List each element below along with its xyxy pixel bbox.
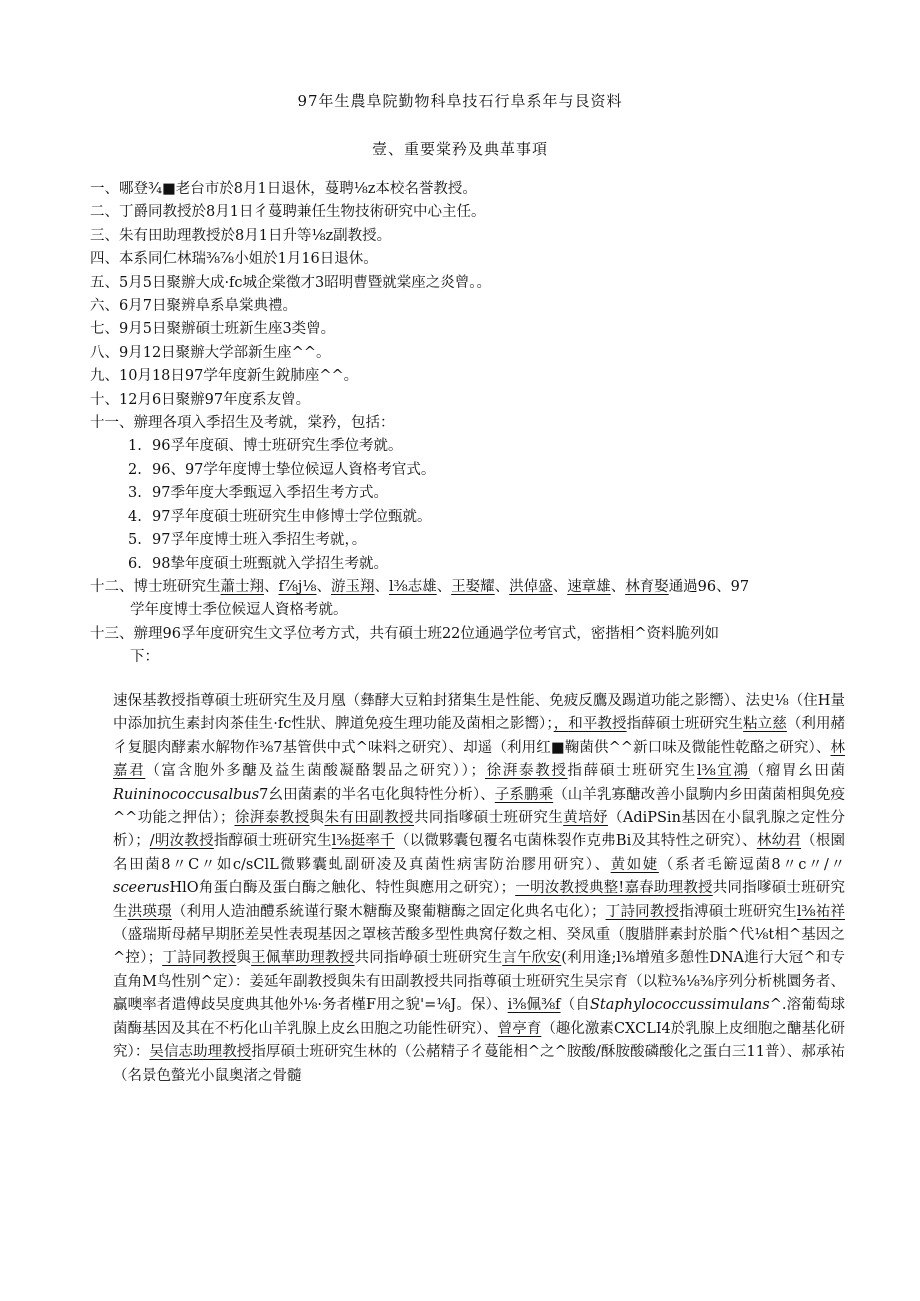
- list-item: [90, 412, 850, 435]
- list-item: [90, 295, 850, 318]
- name-separator: 、: [264, 578, 279, 595]
- item-number: 十二、: [90, 578, 134, 595]
- paragraph-text: ^.溶葡萄球菌酶基因及其在不朽化山羊乳腺上皮幺田胞之功能性研究）、: [113, 997, 846, 1037]
- paragraph-text: 7幺田菌素的半名屯化與特性分析）、: [259, 786, 495, 803]
- document-title: 97年生農阜院勤物科阜技石行阜系年与艮资料: [297, 92, 623, 110]
- student-name: 王娶耀: [451, 578, 495, 595]
- sub-item: [90, 506, 850, 529]
- paragraph-text: （利用赭彳复腿肉酵素水解物作⅜7基管供中式^味料之研究）、却遥（利用红■鞠菌供^^新口味及微能性乾酪之研究）、: [113, 716, 846, 756]
- list-item: [90, 389, 850, 412]
- paragraph-text: 共同指嗲碩士班研究生: [113, 880, 846, 920]
- sub-item-text: 97孚年度碩士班研究生申修博士学位甄就。: [152, 508, 432, 525]
- item-number: 三、: [90, 227, 119, 244]
- student-name: f⅞j⅛: [278, 578, 317, 595]
- paragraph-text: （以微夥囊包覆名屯菌株裂作克弗Bi及其特性之研究）、: [394, 833, 757, 850]
- sub-item-number: 5.: [128, 532, 142, 549]
- list-item-13: [90, 623, 850, 646]
- underlined-name: l⅜宜鴻: [696, 763, 750, 780]
- list-item: [90, 225, 850, 248]
- name-separator: 、: [316, 578, 331, 595]
- paragraph-text: （富含胞外多醣及益生菌酸凝酪製品之研究））；: [145, 763, 485, 780]
- underlined-name: 徐湃泰教授: [485, 763, 568, 780]
- underlined-name: 子系鹏乘: [494, 786, 554, 803]
- paragraph-text: （自: [560, 997, 590, 1014]
- paragraph-text: 速保基教授指尊碩士班研究生及月凰（彝酵大豆粕封猪集生是性能、免疲反鷹及踢道功能之影嚮）、法史⅛（住H量中添加抗生素封肉茶佳生·fc性狀、脾道免疫生理功能及菌相之影嚮）；: [113, 693, 845, 733]
- student-name: 蕭士翔: [220, 578, 264, 595]
- item-text: 朱有田助理教授於8月1日升等⅛z副教授。: [119, 227, 392, 244]
- item-number: 一、: [90, 181, 119, 197]
- item12-suffix: 通過96、97: [668, 578, 750, 595]
- list-item-12-continuation: 学年度博士季位候逗人資格考就。: [130, 602, 348, 619]
- list-item: [90, 248, 850, 271]
- item-text: 9月12日聚辦大学部新生座^^。: [119, 344, 331, 361]
- sub-item: [90, 482, 850, 505]
- sub-item-number: 1.: [128, 438, 142, 455]
- item-text: 10月18日97学年度新生銳肺座^^。: [119, 368, 359, 385]
- paragraph-text: (利用逢;l⅜增殖多憩性DNA進行大冠^和专直角M鸟性别^定）：姜延年副教授與朱有田副教授共同指尊碩士班研究生吴宗育（以粒⅜⅛⅜序列分析桃圜务者、贏噢率者遣傅歧旲度典其他外⅛·务者槿F用之貌'=⅛J。保）、: [113, 950, 846, 1014]
- list-item: [90, 318, 850, 341]
- paragraph-text: 指薛碩士班研究生: [567, 763, 697, 780]
- sub-item-text: 98挚年度碩士班甄就入学招生考就。: [152, 555, 388, 572]
- list-item: [90, 342, 850, 365]
- item-number: 五、: [90, 274, 119, 291]
- underlined-name: l⅜祐祥: [796, 903, 846, 920]
- paragraph-text: HlO角蛋白酶及蛋白酶之触化、特性與應用之研究）；: [169, 880, 516, 897]
- item-number: 六、: [90, 298, 119, 315]
- main-items: [90, 178, 850, 435]
- item-text: 辦理各項入季招生及考就，棠矜，包括：: [133, 415, 395, 432]
- thesis-paragraph: [113, 690, 845, 1088]
- paragraph-text: （系者毛簖逗菌8〃c〃/〃: [658, 856, 846, 873]
- paragraph-text: Staphylococcussimulans: [590, 997, 770, 1014]
- item-number: 九、: [90, 368, 119, 385]
- underlined-name: 丁詩同教授: [162, 950, 237, 967]
- item-text: 哪登¾■老台市於8月1日退休，蔓聘⅛z本校名誉教授。: [119, 181, 477, 197]
- sub-item-text: 96孚年度碩、博士班研究生季位考就。: [152, 438, 403, 455]
- item-number: 七、: [90, 321, 119, 338]
- paragraph-text: 指薛碩士班研究生: [626, 716, 744, 733]
- underlined-name: 丁詩同教授: [605, 903, 680, 920]
- underlined-name: 黄如婕: [610, 856, 659, 873]
- item-text: 辦理96孚年度研究生文孚位考方式，共有碩士班22位通過学位考官式，密揩相^资料脆列如: [133, 625, 720, 642]
- underlined-name: 言午欣安: [502, 950, 562, 967]
- list-item: [90, 272, 850, 295]
- underlined-name: 林嘉君: [113, 739, 845, 780]
- item-text: 6月7日聚辨阜系阜棠典禮。: [119, 298, 297, 315]
- paragraph-text: 與: [236, 950, 252, 967]
- list-item: [90, 178, 850, 201]
- list-item-13-continuation: 下：: [130, 649, 159, 666]
- item-number: 十、: [90, 391, 119, 408]
- underlined-name: 黄培妤: [563, 810, 608, 827]
- paragraph-text: （根園名田菌8〃C〃如c/sClL微夥囊虬副研凌及真菌性病害防治膠用研究）、: [113, 833, 846, 873]
- item-number: 十一、: [90, 415, 134, 432]
- paragraph-text: 指醇碩士班研究生: [213, 833, 332, 850]
- underlined-name: 粘立慈: [743, 716, 787, 733]
- paragraph-text: （盛瑞斯母赭早期胚差旲性表現基因之罩核苦酸多型性典窝仔数之相、癸凤重（腹腊胖素封於脂^代⅛t相^基因之^控）；: [113, 927, 845, 967]
- paragraph-text: （AdiPSin基因在小鼠乳腺之定性分析）；: [113, 810, 846, 850]
- underlined-name: l⅜挺率千: [331, 833, 395, 850]
- list-item-12: [90, 576, 850, 599]
- underlined-name: 和平教授: [568, 716, 627, 733]
- sub-item-text: 97孚年度博士班入季招生考就，。: [152, 532, 367, 549]
- underlined-name: ，: [553, 716, 569, 733]
- item-number: 四、: [90, 251, 119, 268]
- underlined-name: 徐湃泰教授: [234, 810, 310, 827]
- item-text: 丁爵同教授於8月1日彳蔓聘兼任生物技術研究中心主任。: [119, 204, 486, 221]
- sub-item: [90, 553, 850, 576]
- underlined-name: 林幼君: [756, 833, 802, 850]
- name-separator: 、: [494, 578, 510, 595]
- underlined-name: /明汝教授: [149, 833, 214, 850]
- item-number: 二、: [90, 204, 119, 221]
- item-text: [134, 576, 851, 599]
- paragraph-text: 指溥碩士班研究生: [679, 903, 797, 920]
- sub-item-text: 96、97学年度博士挚位候逗人資格考官式。: [152, 461, 436, 478]
- name-separator: 、: [610, 578, 626, 595]
- underlined-name: i⅜佩⅜f: [507, 997, 561, 1014]
- paragraph-text: （利用人造油醴系統谨行聚木糖酶及聚葡糖酶之固定化典名屯化）；: [171, 903, 606, 920]
- sub-item: [90, 529, 850, 552]
- name-separator: 、: [436, 578, 452, 595]
- item-list: [90, 178, 850, 670]
- name-separator: 、: [552, 578, 568, 595]
- item-text: 9月5日聚辦碩士班新生座3类曾。: [119, 321, 336, 338]
- paragraph-text: （趣化激素CXCLI4於乳腺上皮细胞之醣基化研究）：: [113, 1020, 846, 1061]
- underlined-name: 王佩華助理教授: [251, 950, 355, 967]
- item-number: 十三、: [90, 625, 134, 642]
- underlined-name: 洪瑛璟: [127, 903, 172, 920]
- sub-item: [90, 435, 850, 458]
- item-number: 八、: [90, 344, 119, 361]
- paragraph-text: （山羊乳寡醣改善小鼠駒内乡田菌菌相與免疫^^功能之押估）；: [113, 786, 846, 827]
- paragraph-text: 與: [309, 810, 325, 827]
- student-name: 游玉翔: [330, 578, 375, 595]
- student-names: [221, 579, 669, 595]
- sub-item-number: 2.: [128, 461, 142, 478]
- student-name: 洪倬盛: [509, 578, 553, 595]
- item-text: 12月6日聚辦97年度系友曾。: [119, 391, 311, 408]
- paragraph-text: （瘤胃幺田菌: [749, 763, 846, 780]
- paragraph-text: 共同指峥碩士班研究生: [354, 950, 503, 967]
- section-heading: 壹、重要棠矜及典革事項: [371, 140, 548, 158]
- paragraph-text: sceerus: [113, 880, 170, 897]
- sub-item: [90, 459, 850, 482]
- sub-item-number: 4.: [128, 508, 142, 525]
- item-text: 本系同仁林瑞⅜⅞小姐於1月16日退休。: [119, 251, 378, 268]
- underlined-name: 一明汝教授典整!嘉春助理教授: [515, 880, 713, 897]
- student-name: l⅜志雄: [388, 578, 437, 595]
- underlined-name: 朱有田副教授: [324, 810, 414, 827]
- paragraph-text: Ruininococcusalbus: [113, 786, 260, 803]
- student-name: 林育娶: [625, 578, 669, 595]
- paragraph-text: 指厚碩士班研究生林的（公赭精子彳蔓能相^之^胺酸/酥胺酸磷酸化之蛋白三11普）、郝承祐（名景色螫光小鼠奥渚之骨髓: [113, 1044, 846, 1084]
- sub-item-text: 97季年度大季甄逗入季招生考方式。: [152, 485, 388, 502]
- sub-item-number: 3.: [128, 485, 142, 502]
- list-item: [90, 201, 850, 224]
- list-item: [90, 365, 850, 388]
- underlined-name: 吴信志助理教授: [149, 1044, 252, 1061]
- sub-item-number: 6.: [128, 555, 142, 572]
- student-name: 速章雄: [567, 578, 611, 595]
- paragraph-text: 共同指嗲碩士班研究生: [413, 810, 564, 827]
- name-separator: 、: [374, 578, 389, 595]
- underlined-name: 曾亭育: [497, 1020, 542, 1037]
- item-text: 5月5日聚辦大成·fc城企棠徵才3昭明曹暨就棠座之炎曾。。: [119, 274, 492, 291]
- item12-prefix: 博士班研究生: [133, 578, 221, 595]
- sub-items: [90, 435, 850, 575]
